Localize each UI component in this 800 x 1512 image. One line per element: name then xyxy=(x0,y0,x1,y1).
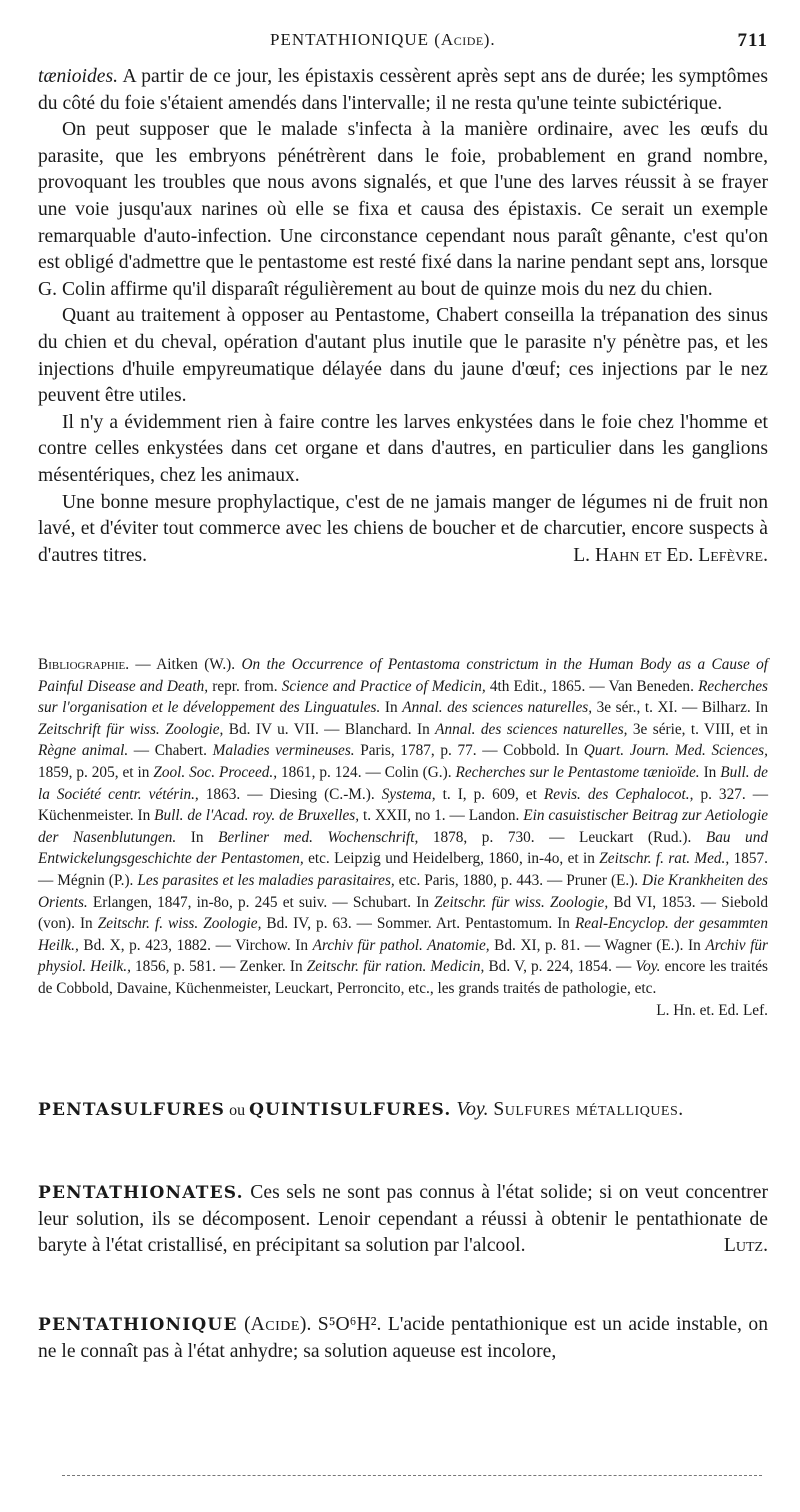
entry-pentathionates: PENTATHIONATES. Ces sels ne sont pas connus à l'état solide; si on veut concentrer leur solution, ils se décomposent. Lenoir cependant a réussi à obtenir le pentathionate de baryte à l'état cristallisé, en précipitant sa solution par l'alcool. Lutz. xyxy=(38,1180,768,1260)
entry-headword: PENTATHIONATES. xyxy=(38,1183,244,1203)
entry-signature: Lutz. xyxy=(723,1235,768,1257)
page-number: 711 xyxy=(737,30,768,51)
cross-reference: Sulfures métalliques. xyxy=(493,1099,684,1120)
article-signature: L. Hahn et Ed. Lefèvre. xyxy=(573,544,768,566)
bibliography-label: Bibliographie. xyxy=(38,656,130,673)
bibliography: Bibliographie. — Aitken (W.). On the Occurrence of Pentastoma constrictum in the Human Body as a Cause of Painful Disease and Death, repr. from. Science and Practice of Medicin, 4th Edit., 1865. — Van Beneden. Recherches sur l'organisation et le développement des Linguatules. In Annal. des sciences naturelles, 3e sér., t. XI. — Bilharz. In Zeitschrift für wiss. Zoologie, Bd. IV u. VII. — Blanchard. In Annal. des sciences naturelles, 3e série, t. VIII, et in Règne animal. — Chabert. Maladies vermineuses. Paris, 1787, p. 77. — Cobbold. In Quart. Journ. Med. Sciences, 1859, p. 205, et in Zool. Soc. Proceed., 1861, p. 124. — Colin (G.). Recherches sur le Pentastome tænioïde. In Bull. de la Société centr. vétérin., 1863. — Diesing (C.-M.). Systema, t. I, p. 609, et Revis. des Cephalocot., p. 327. — Küchenmeister. In Bull. de l'Acad. roy. de Bruxelles, t. XXII, no 1. — Landon. Ein casuistischer Beitrag zur Aetiologie der Nasenblutungen. In Berliner med. Wochenschrift, 1878, p. 730. — Leuckart (Rud.). Bau und Entwickelungsgeschichte der Pentastomen, etc. Leipzig und Heidelberg, 1860, in-4o, et in Zeitschr. f. rat. Med., 1857. — Mégnin (P.). Les parasites et les maladies parasitaires, etc. Paris, 1880, p. 443. — Pruner (E.). Die Krankheiten des Orients. Erlangen, 1847, in-8o, p. 245 et suiv. — Schubart. In Zeitschr. für wiss. Zoologie, Bd VI, 1853. — Siebold (von). In Zeitschr. f. wiss. Zoologie, Bd. IV, p. 63. — Sommer. Art. Pentastomum. In Real-Encyclop. der gesammten Heilk., Bd. X, p. 423, 1882. — Virchow. In Archiv für pathol. Anatomie, Bd. XI, p. 81. — Wagner (E.). In Archiv für physiol. Heilk., 1856, p. 581. — Zenker. In Zeitschr. für ration. Medicin, Bd. V, p. 224, 1854. — Voy. encore les traités de Cobbold, Davaine, Küchenmeister, Leuckart, Perroncito, etc., les grands traités de pathologie, etc. L. Hn. et. Ed. Lef. xyxy=(38,654,768,1021)
paragraph-3: Quant au traitement à opposer au Pentastome, Chabert conseilla la trépanation des sinus du chien et du cheval, opération d'autant plus inutile que le parasite n'y pénètre pas, et les injections d'huile empyreumatique délayée dans du jaune d'œuf; ces injections par le nez peuvent être utiles. xyxy=(38,305,768,407)
paragraph-4: Il n'y a évidemment rien à faire contre les larves enkystées dans le foie chez l'homme et contre celles enkystées dans cet organe et dans d'autres, en particulier dans les ganglions mésentériques, chez les animaux. xyxy=(38,411,768,486)
bibliography-signature: L. Hn. et. Ed. Lef. xyxy=(656,1001,768,1019)
entry-pentathionique: PENTATHIONIQUE (Acide). S⁵O⁶H². L'acide pentathionique est un acide instable, on ne le connaît pas à l'état anhydre; sa solution aqueuse est incolore, xyxy=(38,1314,768,1362)
article-body xyxy=(38,64,768,569)
paragraph-2: On peut supposer que le malade s'infecta à la manière ordinaire, avec les œufs du parasite, que les embryons pénétrèrent dans le foie, probablement en grand nombre, provoquant les troubles que nous avons signalés, et que l'une des larves réussit à se frayer une voie jusqu'aux narines où elle se fixa et causa des épistaxis. Ce serait un exemple remarquable d'auto-infection. Une circonstance cependant nous paraît gênante, c'est qu'on est obligé d'admettre que le pentastome est resté fixé dans la narine pendant sept ans, lorsque G. Colin affirme qu'il disparaît régulièrement au bout de quinze mois du nez du chien. xyxy=(38,119,768,300)
entry-headword: QUINTISULFURES. xyxy=(249,1100,452,1120)
entry-headword: PENTATHIONIQUE xyxy=(38,1315,238,1335)
entry-headword: PENTASULFURES xyxy=(38,1100,226,1120)
footer-rule xyxy=(62,1475,762,1476)
running-head-title: PENTATHIONIQUE (Acide). xyxy=(270,30,496,49)
running-head xyxy=(38,30,768,56)
chemical-formula: S⁵O⁶H². xyxy=(317,1314,382,1335)
paragraph-1: tænioides. A partir de ce jour, les épistaxis cessèrent après sept ans de durée; les symptômes du côté du foie s'étaient amendés dans l'intervalle; il ne resta qu'une teinte subictérique. xyxy=(38,66,768,114)
entry-pentasulfures: PENTASULFURES ou QUINTISULFURES. Voy. Sulfures métalliques. xyxy=(38,1099,684,1120)
dictionary-page xyxy=(38,0,768,1512)
paragraph-5: Une bonne mesure prophylactique, c'est de ne jamais manger de légumes ni de fruit non lavé, et d'éviter tout commerce avec les chiens de boucher et de charcutier, encore suspects à d'autres titres. L. Hahn et Ed. Lefèvre. xyxy=(38,490,768,570)
